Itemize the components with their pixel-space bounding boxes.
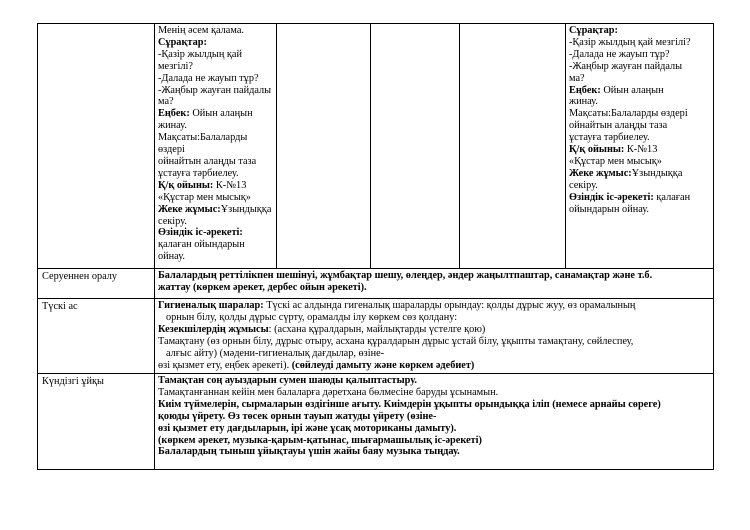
- text-line: [158, 108, 273, 120]
- text-line: [158, 204, 273, 216]
- text-line: [158, 411, 710, 423]
- row-label: Серуеннен оралу: [42, 271, 118, 282]
- text-line: [158, 446, 710, 458]
- row-label-cell: [38, 299, 155, 374]
- bold-heading: Сұрақтар:: [569, 25, 618, 36]
- line-text: жинау.: [569, 96, 598, 108]
- text-line: [569, 73, 710, 85]
- routine-row-return: [38, 269, 714, 299]
- line-text: Тамақтану (өз орнын білу, дұрыс отыру, асхана құралдарын дұрыс ұстай білу, ұқыпты тамақтану, сөйлеспеу,: [158, 335, 634, 347]
- monday-cell: [155, 24, 277, 269]
- row-content-cell: [155, 374, 714, 470]
- schedule-sheet: [37, 23, 713, 470]
- line-text: К-№13: [624, 144, 658, 156]
- text-line: [569, 132, 710, 144]
- text-line: [569, 61, 710, 73]
- bold-text: жаттау (көркем әрекет, дербес ойын әрекеті).: [158, 281, 367, 293]
- line-text: Ойын алаңын: [600, 84, 664, 96]
- text-line: [158, 348, 710, 360]
- text-line: [158, 270, 710, 282]
- line-text: ойнайтын алаңды таза: [158, 155, 257, 167]
- bold-text: (сөйлеуді дамыту және көркем әдебиет): [291, 359, 475, 371]
- bold-text: (көркем әрекет, музыка-қарым-қатынас, шығармашылық іс-әрекеті): [158, 434, 482, 446]
- bold-text: өзі қызмет ету дағдыларын, ірі және ұсақ моториканы дамыту).: [158, 422, 457, 434]
- empty-day-cell: [460, 24, 566, 269]
- line-text: -Далада не жауып тұр?: [569, 48, 670, 60]
- row-content: [155, 299, 713, 372]
- line-text: Менің әсем қаламa.: [158, 25, 245, 36]
- line-text: ұстауға тәрбиелеу.: [158, 167, 239, 179]
- text-line: [158, 216, 273, 228]
- text-line: [158, 375, 710, 387]
- text-line: [158, 180, 273, 192]
- line-text: алғыс айту) (мәдени-гигиеналық дағдылар, өзіне-: [166, 347, 385, 359]
- line-text: Ұзындыққа: [220, 203, 272, 215]
- walk-plan-row: [38, 24, 714, 269]
- text-line: [158, 324, 710, 336]
- text-line: [158, 336, 710, 348]
- walk-plan-text: [155, 24, 276, 264]
- text-line: [158, 251, 273, 263]
- row-label: Түскі ас: [42, 301, 78, 312]
- line-text: Мақсаты:Балаларды өздері: [569, 108, 688, 120]
- line-text: Мақсаты:Балаларды өздері: [158, 132, 248, 156]
- text-line: [569, 168, 710, 180]
- line-text: ойнау.: [158, 251, 185, 263]
- bold-heading: Жеке жұмыс:: [158, 203, 221, 215]
- bold-heading: Өзіндік іс-әрекеті:: [569, 191, 654, 203]
- text-line: [569, 85, 710, 97]
- row-content-cell: [155, 299, 714, 374]
- line-text: Ойын алаңын: [189, 108, 253, 120]
- bold-heading: Жеке жұмыс:: [569, 167, 632, 179]
- text-line: [158, 120, 273, 132]
- text-line: [158, 360, 710, 372]
- line-text: орнын білу, қолды дұрыс сүрту, орамалды ілу көркем сөз қолдану:: [166, 311, 458, 323]
- line-text: -Жаңбыр жауған пайдалы: [158, 84, 272, 96]
- line-text: ойнайтын алаңды таза: [569, 120, 668, 132]
- bold-text: Киім түймелерін, сырмаларын өздігінше ағыту. Киімдерін ұқыпты орындыққа іліп (немесе арнайы сөреге): [158, 398, 661, 410]
- bold-heading: Еңбек:: [569, 84, 601, 96]
- text-line: [569, 49, 710, 61]
- bold-text: Гигиеналық шаралар:: [158, 300, 264, 311]
- text-line: [569, 120, 710, 132]
- text-line: [158, 132, 273, 156]
- bold-text: Кезекшілердің жұмысы: [158, 323, 269, 335]
- row-label: Күндізгі ұйқы: [42, 376, 104, 387]
- bold-text: қоюды үйрету. Өз төсек орнын тауып жатуды үйрету (өзіне-: [158, 410, 437, 422]
- text-line: [158, 73, 273, 85]
- text-line: [158, 168, 273, 180]
- line-text: ма?: [158, 96, 174, 108]
- line-text: -Жаңбыр жауған пайдалы: [569, 60, 683, 72]
- text-line: [569, 192, 710, 204]
- text-line: [569, 144, 710, 156]
- line-text: ойындарын ойнау.: [569, 203, 649, 215]
- line-text: -Қазір жылдың қай: [158, 48, 243, 60]
- line-text: ұстауға тәрбиелеу.: [569, 132, 650, 144]
- text-line: [158, 37, 273, 49]
- row-label-cell: [38, 374, 155, 470]
- text-line: [158, 156, 273, 168]
- text-line: [158, 192, 273, 204]
- text-line: [569, 108, 710, 120]
- text-line: [569, 37, 710, 49]
- text-line: [569, 25, 710, 37]
- text-line: [158, 300, 710, 312]
- routine-row-lunch: [38, 299, 714, 374]
- routine-row-nap: [38, 374, 714, 470]
- friday-cell: [566, 24, 714, 269]
- line-text: Тамақтанғаннан кейін мен балаларға дәретхана бөлмесіне баруды ұсынамын.: [158, 386, 499, 398]
- line-text: -Қазір жылдың қай мезгілі?: [569, 36, 691, 48]
- line-text: «Құстар мен мысық»: [569, 155, 662, 167]
- line-text: секіру.: [569, 179, 598, 191]
- line-text: өзі қызмет ету, еңбек әрекеті).: [158, 359, 292, 371]
- bold-text: Балалардың реттілікпен шешінуі, жұмбақтар шешу, өлеңдер, әндер жаңылтпаштар, санамақтар және т.б.: [158, 270, 653, 281]
- bold-heading: Қ/қ ойыны:: [158, 179, 214, 191]
- line-text: Түскі ас алдында гигеналық шараларды орындау: қолды дұрыс жуу, өз орамалының: [263, 300, 636, 311]
- line-text: К-№13: [213, 179, 247, 191]
- text-line: [158, 227, 273, 239]
- bold-text: Балалардың тыныш ұйықтауы үшін жайы баяу музыка тыңдау.: [158, 446, 460, 458]
- empty-day-cell: [277, 24, 371, 269]
- text-line: [569, 204, 710, 216]
- bold-heading: Қ/қ ойыны:: [569, 144, 625, 156]
- bold-heading: Еңбек:: [158, 108, 190, 120]
- walk-plan-text: [566, 24, 713, 217]
- line-text: -Далада не жауып тұр?: [158, 72, 259, 84]
- text-line: [158, 312, 710, 324]
- text-line: [569, 180, 710, 192]
- line-text: жинау.: [158, 120, 187, 132]
- line-text: қалаған: [653, 191, 691, 203]
- text-line: [158, 85, 273, 97]
- line-text: қалаған ойындарын: [158, 239, 245, 251]
- line-text: ма?: [569, 72, 585, 84]
- bold-heading: Сұрақтар:: [158, 36, 207, 48]
- row-label-cell: [38, 269, 155, 299]
- line-text: «Құстар мен мысық»: [158, 191, 251, 203]
- schedule-table: [37, 23, 714, 470]
- line-text: Ұзындыққа: [631, 167, 683, 179]
- row-content: [155, 374, 713, 459]
- line-text: мезгілі?: [158, 60, 193, 72]
- line-text: секіру.: [158, 215, 187, 227]
- text-line: [158, 399, 710, 411]
- text-line: [158, 25, 273, 37]
- text-line: [158, 61, 273, 73]
- empty-day-cell: [371, 24, 460, 269]
- row-content: [155, 269, 713, 295]
- text-line: [158, 387, 710, 399]
- text-line: [158, 423, 710, 435]
- text-line: [158, 435, 710, 447]
- text-line: [569, 96, 710, 108]
- bold-text: Тамақтан соң ауыздарын сумен шаюды қалыптастыру.: [158, 375, 417, 386]
- text-line: [158, 96, 273, 108]
- text-line: [158, 282, 710, 294]
- row-content-cell: [155, 269, 714, 299]
- empty-label-cell: [38, 24, 155, 269]
- text-line: [569, 156, 710, 168]
- bold-heading: Өзіндік іс-әрекеті:: [158, 227, 243, 239]
- text-line: [158, 239, 273, 251]
- line-text: : (асхана құралдарын, майлықтарды үстелге қою): [268, 323, 486, 335]
- text-line: [158, 49, 273, 61]
